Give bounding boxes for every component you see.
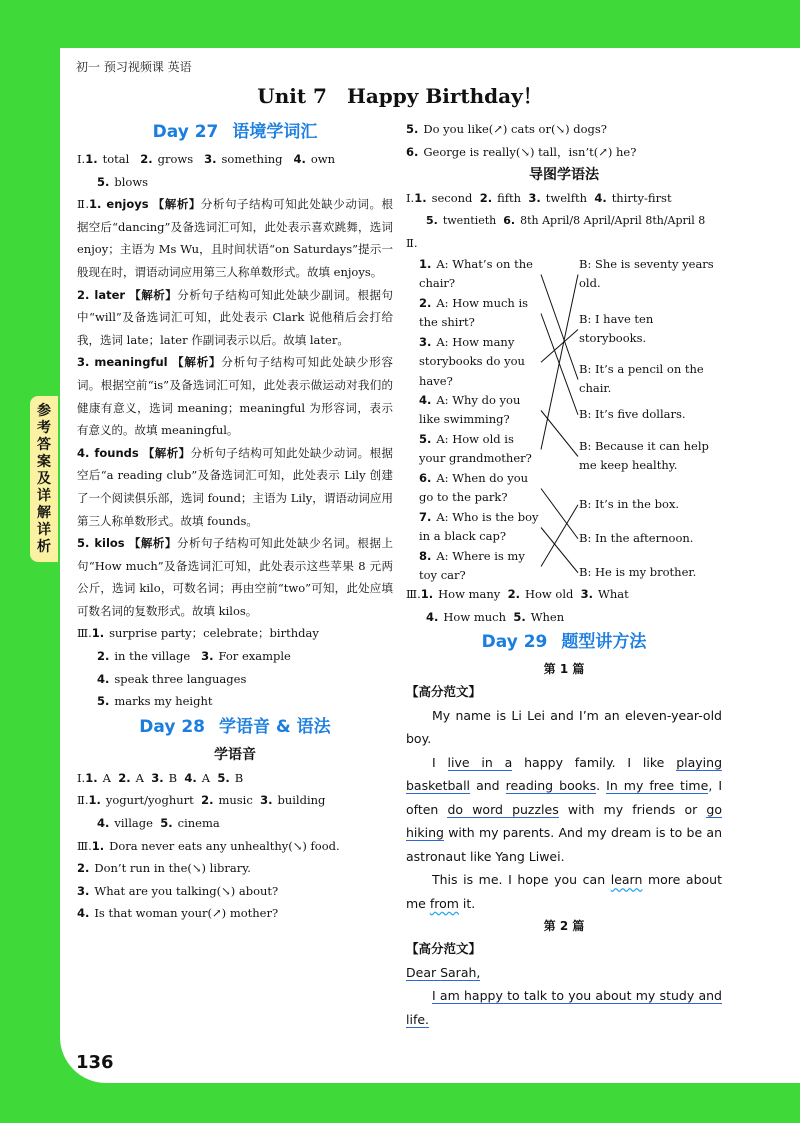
item-number: 2. — [77, 287, 90, 302]
d28-s3-line5 — [406, 118, 722, 141]
item-number: 4. — [184, 770, 197, 785]
answer-word: later — [94, 287, 126, 302]
match-answer: B: Because it can help me keep healthy. — [579, 438, 709, 473]
d28-s3-line3 — [77, 880, 393, 903]
item-number: 3. — [580, 586, 594, 601]
d27-s1-line2 — [77, 171, 393, 194]
item-number: 5. — [406, 122, 419, 136]
day27-subtitle: 语境学词汇 — [232, 122, 318, 142]
answer: When — [530, 609, 565, 624]
item-number: 4. — [419, 392, 432, 407]
answer: George is really(↘) tall，isn’t(↗) he? — [423, 144, 637, 159]
text: happy family. I like — [512, 754, 677, 770]
wavy-highlight: learn — [610, 872, 643, 888]
roman-numeral: Ⅲ. — [77, 626, 92, 641]
highlight-phrase: live in a — [447, 754, 513, 770]
item-number: 4. — [77, 445, 90, 460]
answer: Is that woman your(↗) mother? — [94, 906, 279, 921]
side-tab — [30, 396, 58, 562]
text: it. — [458, 895, 476, 911]
item-number: 1. — [414, 191, 427, 206]
match-line — [541, 329, 578, 362]
answer: village — [114, 816, 153, 831]
essay1-p2 — [406, 751, 722, 869]
analysis-tag: 【解析】 — [128, 536, 177, 551]
side-tab-char: 答 — [37, 436, 51, 453]
day29-subtitle: 题型讲方法 — [561, 632, 647, 653]
d27-s1-line1 — [77, 148, 393, 171]
day28-part1-title: 学语音 — [214, 746, 256, 763]
item-number: 2. — [201, 793, 214, 808]
answer: How much — [443, 609, 506, 624]
item-number: 5. — [419, 431, 432, 446]
answer: twentieth — [442, 213, 497, 227]
roman-numeral: Ⅰ. — [77, 152, 86, 166]
answer: second — [431, 191, 473, 206]
answer: B — [168, 770, 178, 785]
essay2 — [406, 937, 722, 1031]
side-tab-char: 详 — [37, 521, 51, 538]
answer: A — [135, 770, 144, 785]
item-number: 2. — [97, 649, 110, 664]
d27-s2-item1 — [77, 193, 393, 283]
answer: music — [218, 793, 253, 808]
item-number: 8. — [419, 548, 432, 563]
question-text: A: How much is the shirt? — [419, 295, 529, 330]
match-answer: B: It’s a pencil on the chair. — [579, 361, 704, 396]
analysis-text: 分析句子结构可知此处缺少形容词。根据空前“is”及备选词汇可知，此处表示做运动对我们的健康有意义，选词 meaning；meaningful 为形容词，表示有意义的。故填 meaningful。 — [77, 355, 394, 438]
day28-subtitle: 学语音 & 语法 — [219, 716, 331, 737]
analysis-tag: 【解析】 — [142, 445, 191, 460]
question-text: A: Who is the boy in a black cap? — [419, 509, 539, 544]
d28-s2-line2 — [77, 812, 393, 835]
roman-numeral: Ⅰ. — [406, 191, 415, 206]
item-number: 3. — [528, 191, 541, 206]
d28-s3-line2 — [77, 857, 393, 880]
side-tab-char: 参 — [37, 402, 51, 419]
answer: total — [102, 152, 130, 166]
answer: surprise party；celebrate；birthday — [109, 626, 319, 641]
side-tab-char: 案 — [37, 453, 51, 470]
text: , I often — [406, 778, 723, 817]
match-answer: B: She is seventy years old. — [579, 256, 714, 291]
item-number: 3. — [77, 883, 90, 898]
analysis-text: 分析句子结构可知此处缺少副词。根据句中“will”及备选词汇可知，此处表示 Clark 说他稍后会打给我，选词 late；later 作副词表示以后。故填 later。 — [77, 287, 394, 347]
question-text: A: Why do you like swimming? — [419, 392, 521, 427]
highlight-phrase: In my free time — [606, 778, 709, 794]
analysis-tag: 【解析】 — [152, 197, 201, 212]
item-number: 2. — [140, 152, 153, 166]
page-number: 136 — [76, 1052, 114, 1073]
item-number: 5. — [217, 770, 230, 785]
answer-word: enjoys — [106, 197, 149, 212]
d28-s1-line — [77, 767, 393, 790]
item-number: 3. — [419, 334, 432, 349]
answer: How old — [524, 586, 574, 601]
answer-word: meaningful — [94, 355, 168, 370]
item-number: 4. — [77, 906, 90, 921]
item-number: 2. — [507, 586, 520, 601]
analysis-text: 分析句子结构可知此处缺少动词。根据空后“dancing”及备选词汇可知，此处表示喜欢跳舞，选词 enjoy；主语为 Ms Wu，且时间状语“on Saturdays”提示一般现在时，谓语动词应用第三人称单数形式。故填 enjoys。 — [77, 197, 394, 279]
analysis-tag: 【解析】 — [172, 355, 222, 370]
highlight-phrase: do word puzzles — [447, 801, 559, 817]
day28-heading — [77, 715, 393, 739]
analysis-tag: 【解析】 — [129, 287, 178, 302]
day27-heading — [77, 120, 393, 144]
item-number: 3. — [201, 649, 214, 664]
answer-word: founds — [94, 445, 139, 460]
answer: yogurt/yoghurt — [105, 793, 194, 808]
item-number: 5. — [77, 536, 90, 551]
match-answer: B: It’s five dollars. — [579, 406, 686, 421]
day29-title: Day 29 — [481, 632, 548, 653]
day28-title: Day 28 — [139, 716, 206, 737]
answer: fifth — [497, 191, 522, 206]
essay1-tag: 【高分范文】 — [406, 684, 482, 700]
item-number: 4. — [293, 152, 306, 166]
answer: What are you talking(↘) about? — [94, 883, 279, 898]
matching-exercise — [406, 255, 722, 583]
wavy-highlight: from — [429, 895, 459, 911]
question-text: A: What’s on the chair? — [419, 256, 533, 291]
answer: A — [201, 770, 211, 785]
item-number: 4. — [594, 191, 607, 206]
match-line — [541, 274, 578, 449]
item-number: 1. — [420, 586, 434, 601]
answer: own — [310, 152, 336, 166]
item-number: 3. — [77, 355, 90, 370]
d28-s2-line1 — [77, 789, 393, 812]
item-number: 5. — [513, 609, 526, 624]
item-number: 6. — [419, 470, 432, 485]
side-tab-char: 考 — [37, 419, 51, 436]
answer: cinema — [177, 816, 220, 831]
answer: Don’t run in the(↘) library. — [94, 861, 251, 876]
analysis-text: 分析句子结构可知此处缺少名词。根据上句“How much”及备选词汇可知，此处表示这些苹果 8 元两公斤，选词 kilo，可数名词；再由空前“two”可知，此处应填可数名词的复数形式。故填 kilos。 — [77, 536, 393, 618]
item-number: 2. — [479, 191, 493, 206]
essay1 — [406, 680, 722, 915]
item-number: 5. — [426, 213, 438, 227]
item-number: 4. — [97, 816, 110, 831]
item-number: 3. — [204, 152, 217, 166]
item-number: 1. — [85, 770, 98, 785]
roman-numeral: Ⅲ. — [77, 838, 92, 853]
d28-s3-line6 — [406, 141, 722, 164]
answer: A — [102, 770, 111, 785]
item-number: 2. — [118, 770, 131, 785]
side-tab-char: 析 — [37, 538, 51, 555]
d27-s2-item5 — [77, 532, 393, 622]
match-answer: B: He is my brother. — [579, 564, 697, 579]
answer: B — [234, 770, 244, 785]
answer: grows — [157, 152, 194, 166]
text: with my friends or — [558, 801, 707, 817]
item-number: 1. — [91, 626, 105, 641]
item-number: 1. — [419, 256, 432, 271]
side-tab-char: 解 — [37, 504, 51, 521]
item-number: 5. — [160, 816, 173, 831]
item-number: 3. — [260, 793, 273, 808]
essay2-salutation — [406, 961, 722, 985]
item-number: 1. — [85, 152, 98, 166]
item-number: 6. — [503, 213, 516, 227]
unit-title: Unit 7 Happy Birthday！ — [257, 84, 543, 108]
answer: For example — [218, 649, 291, 664]
answer: 8th April/8 April/April 8th/April 8 — [520, 213, 706, 227]
question-text: A: How many storybooks do you have? — [419, 334, 525, 388]
essay1-p3 — [406, 868, 722, 915]
item-number: 4. — [426, 609, 439, 624]
day29-heading — [406, 630, 722, 654]
essay2-p1 — [406, 984, 722, 1031]
item-number: 3. — [151, 770, 164, 785]
essay1-heading: 第 1 篇 — [543, 662, 585, 677]
g2-roman: Ⅱ. — [406, 236, 418, 251]
answer-word: kilos — [94, 536, 125, 551]
highlight-phrase: go hiking — [406, 801, 722, 841]
match-answer: B: In the afternoon. — [579, 530, 694, 545]
roman-numeral: Ⅱ. — [77, 793, 89, 808]
d28-s3-line4 — [77, 902, 393, 925]
item-number: 5. — [97, 174, 110, 189]
text: . — [596, 778, 607, 794]
item-number: 2. — [77, 861, 90, 876]
roman-numeral: Ⅰ. — [77, 770, 86, 785]
question-text: A: When do you go to the park? — [419, 470, 529, 505]
answer: in the village — [114, 649, 191, 664]
answer: How many — [438, 586, 501, 601]
question-text: A: How old is your grandmother? — [419, 431, 532, 466]
day28-part2-title: 导图学语法 — [529, 167, 599, 184]
match-lines — [406, 255, 722, 583]
page-header: 初一 预习视频课 英语 — [76, 60, 192, 74]
item-number: 2. — [419, 295, 432, 310]
text: and — [470, 778, 506, 794]
g3-line2 — [406, 606, 722, 629]
answer: blows — [114, 174, 149, 189]
d28-s3-line1 — [77, 835, 393, 858]
roman-numeral: Ⅱ. — [77, 197, 90, 212]
item-number: 5. — [97, 694, 110, 709]
d27-s3-line4 — [77, 690, 393, 713]
highlight-phrase: I am happy to talk to you about my study and life. — [406, 988, 722, 1027]
match-line — [541, 410, 578, 456]
question-text: A: Where is my toy car? — [419, 548, 525, 583]
d27-s3-line2 — [77, 645, 393, 668]
analysis-text: 分析句子结构可知此处缺少动词。根据空后“a reading club”及备选词汇可知，此处表示 Lily 创建了一个阅读俱乐部，选词 found；主语为 Lily，谓语动词应用第三人称单数形式。故填 founds。 — [77, 445, 394, 528]
essay1-p1: My name is Li Lei and I’m an eleven-year-old boy. — [406, 707, 722, 747]
text: I — [432, 754, 448, 770]
g3-line1 — [406, 583, 722, 606]
text: This is me. I hope you can — [432, 872, 611, 888]
d27-s2-item2 — [77, 284, 393, 352]
text: more about me — [406, 872, 722, 911]
answer: speak three languages — [114, 671, 247, 686]
side-tab-char: 及 — [37, 470, 51, 487]
item-number: 1. — [91, 838, 105, 853]
d27-s2-item3 — [77, 351, 393, 441]
answer: thirty-first — [611, 191, 672, 206]
d27-s3-line3 — [77, 668, 393, 691]
answer: twelfth — [545, 191, 587, 206]
item-number: 7. — [419, 509, 432, 524]
match-line — [541, 527, 578, 572]
item-number: 4. — [97, 671, 110, 686]
answer: Do you like(↗) cats or(↘) dogs? — [423, 122, 607, 136]
highlight-phrase: playing basketball — [406, 754, 722, 794]
answer: What — [598, 586, 629, 601]
g1-line2 — [406, 210, 722, 233]
match-answer: B: It’s in the box. — [579, 496, 680, 511]
item-number: 6. — [406, 144, 419, 159]
side-tab-char: 详 — [37, 487, 51, 504]
answer: Dora never eats any unhealthy(↘) food. — [109, 838, 340, 853]
essay2-tag: 【高分范文】 — [406, 941, 482, 957]
roman-numeral: Ⅲ. — [406, 586, 421, 601]
answer: something — [221, 152, 283, 166]
d27-s2-item4 — [77, 442, 393, 532]
left-column — [77, 118, 393, 925]
g1-line1 — [406, 187, 722, 210]
answer: marks my height — [114, 694, 213, 709]
text: with my parents. And my dream is to be an astronaut like Yang Liwei. — [406, 825, 722, 864]
right-column — [406, 118, 722, 1031]
highlight-phrase: Dear Sarah, — [406, 964, 481, 980]
d27-s3-line1 — [77, 622, 393, 645]
item-number: 1. — [89, 197, 102, 212]
highlight-phrase: reading books — [505, 778, 597, 794]
match-answer: B: I have ten storybooks. — [579, 311, 654, 346]
answer: building — [277, 793, 326, 808]
item-number: 1. — [88, 793, 101, 808]
essay2-heading: 第 2 篇 — [543, 919, 585, 934]
day27-title: Day 27 — [152, 122, 219, 142]
